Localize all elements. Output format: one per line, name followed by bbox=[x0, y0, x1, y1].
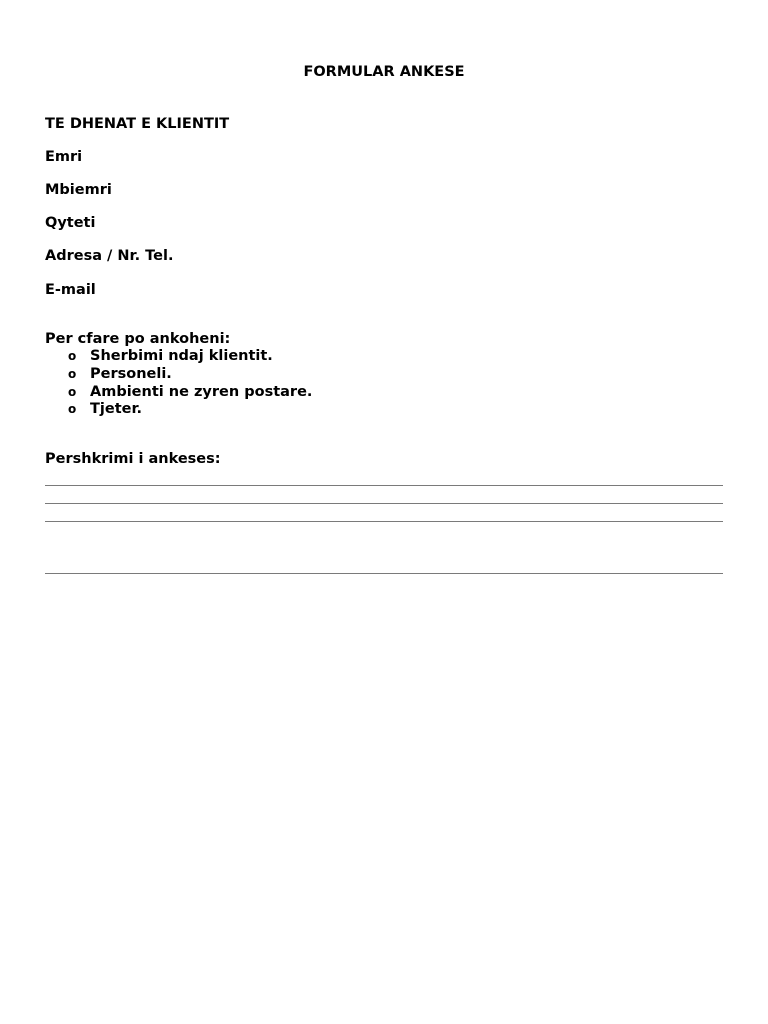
option-label: Tjeter. bbox=[90, 401, 143, 418]
field-label-adresa-tel: Adresa / Nr. Tel. bbox=[45, 248, 174, 264]
field-label-emri: Emri bbox=[45, 149, 83, 165]
form-title: FORMULAR ANKESE bbox=[303, 64, 465, 80]
complaint-options-list bbox=[68, 348, 312, 419]
bullet-circle-icon: o bbox=[68, 366, 77, 381]
description-line[interactable] bbox=[45, 521, 723, 522]
bullet-circle-icon: o bbox=[68, 384, 77, 399]
list-item[interactable] bbox=[68, 348, 312, 366]
complaint-question: Per cfare po ankoheni: bbox=[45, 331, 231, 347]
option-label: Sherbimi ndaj klientit. bbox=[90, 348, 273, 364]
option-label: Personeli. bbox=[90, 365, 172, 382]
list-item[interactable] bbox=[68, 384, 312, 402]
list-item[interactable] bbox=[68, 401, 312, 419]
client-data-heading: TE DHENAT E KLIENTIT bbox=[45, 116, 230, 132]
field-label-email: E-mail bbox=[45, 282, 96, 298]
description-label: Pershkrimi i ankeses: bbox=[45, 451, 221, 467]
bullet-circle-icon: o bbox=[68, 349, 77, 363]
field-label-mbiemri: Mbiemri bbox=[45, 182, 112, 198]
description-line[interactable] bbox=[45, 503, 723, 504]
field-label-qyteti: Qyteti bbox=[45, 215, 96, 231]
description-line[interactable] bbox=[45, 485, 723, 486]
option-label: Ambienti ne zyren postare. bbox=[90, 383, 313, 400]
description-line[interactable] bbox=[45, 573, 723, 574]
bullet-circle-icon: o bbox=[68, 402, 77, 417]
list-item[interactable] bbox=[68, 366, 312, 384]
